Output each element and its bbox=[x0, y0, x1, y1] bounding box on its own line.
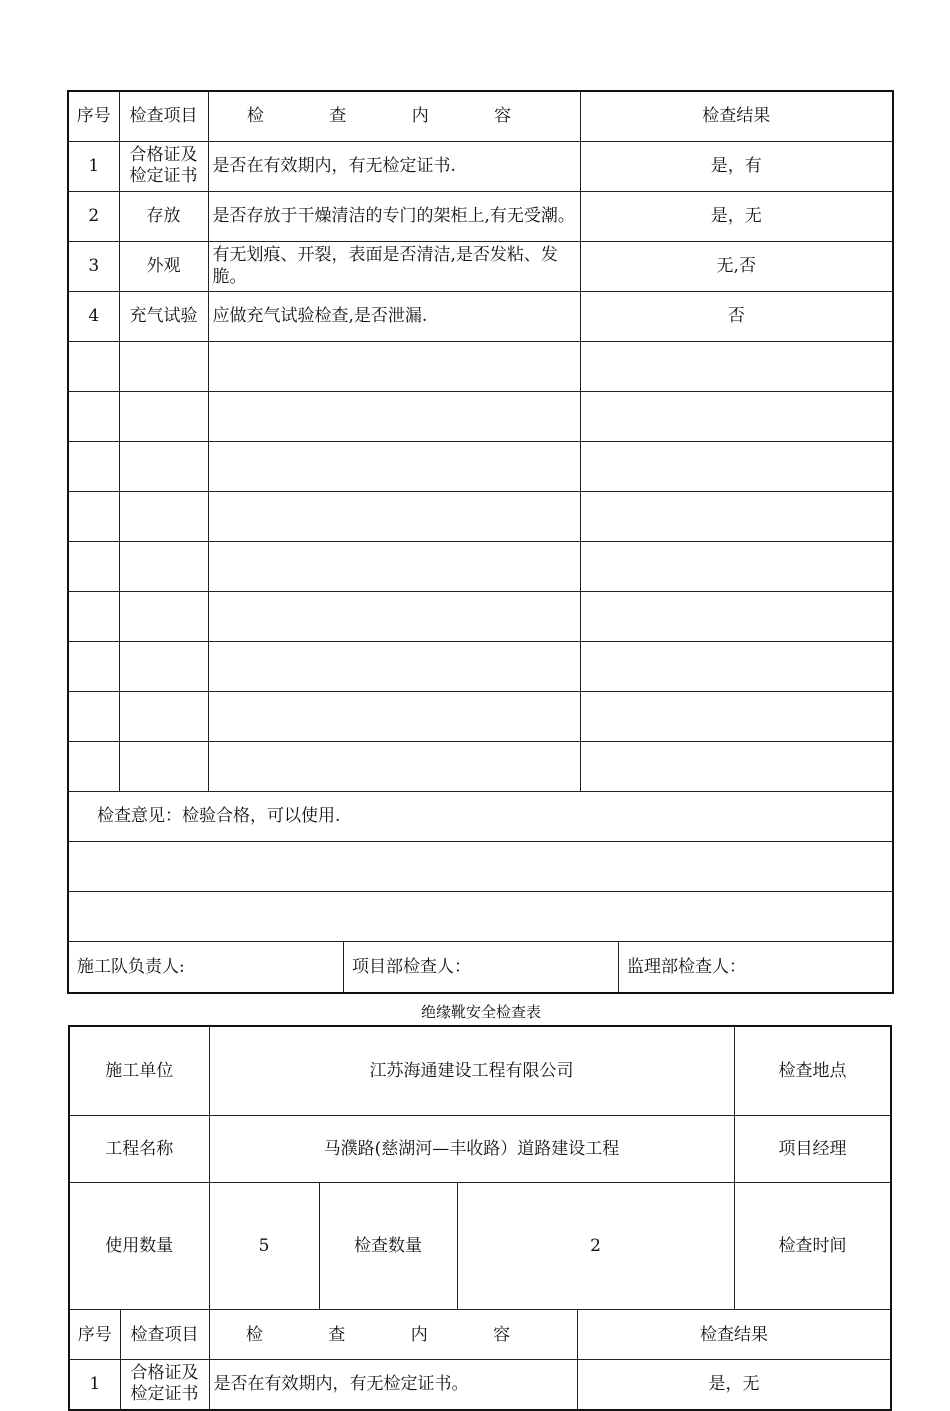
empty-row bbox=[68, 491, 893, 541]
empty-cell bbox=[208, 541, 580, 591]
row-content: 是否在有效期内，有无检定证书。 bbox=[209, 1360, 577, 1410]
empty-row bbox=[68, 541, 893, 591]
row-result: 是，无 bbox=[577, 1360, 891, 1410]
project-inspector-signature: 项目部检查人： bbox=[344, 942, 619, 992]
empty-cell bbox=[580, 541, 893, 591]
empty-cell bbox=[208, 441, 580, 491]
table-row bbox=[68, 141, 893, 191]
empty-row bbox=[68, 391, 893, 441]
empty-cell bbox=[119, 341, 208, 391]
empty-cell bbox=[208, 691, 580, 741]
use-qty-value: 5 bbox=[209, 1183, 319, 1310]
row-content: 应做充气试验检查,是否泄漏. bbox=[208, 291, 580, 341]
location-label: 检查地点 bbox=[734, 1026, 891, 1116]
header-result: 检查结果 bbox=[580, 91, 893, 141]
table-row bbox=[68, 191, 893, 241]
check-qty-value: 2 bbox=[457, 1183, 734, 1310]
header-item: 检查项目 bbox=[119, 91, 208, 141]
empty-row bbox=[68, 441, 893, 491]
signature-row bbox=[68, 941, 893, 993]
empty-cell bbox=[119, 441, 208, 491]
blank-row bbox=[68, 841, 893, 891]
header-seq: 序号 bbox=[68, 91, 119, 141]
use-qty-label: 使用数量 bbox=[69, 1183, 209, 1310]
table-row bbox=[68, 291, 893, 341]
empty-cell bbox=[119, 541, 208, 591]
empty-row bbox=[68, 741, 893, 791]
header-row bbox=[69, 1310, 891, 1360]
table-row bbox=[68, 241, 893, 291]
row-content: 有无划痕、开裂，表面是否清洁,是否发粘、发脆。 bbox=[208, 241, 580, 291]
project-label: 工程名称 bbox=[69, 1116, 209, 1183]
empty-cell bbox=[119, 641, 208, 691]
blank-row bbox=[68, 891, 893, 941]
table-row bbox=[69, 1360, 891, 1410]
blank-cell bbox=[68, 841, 893, 891]
empty-cell bbox=[68, 591, 119, 641]
empty-cell bbox=[119, 591, 208, 641]
empty-cell bbox=[119, 741, 208, 791]
empty-cell bbox=[119, 491, 208, 541]
info-row-unit bbox=[69, 1026, 891, 1116]
empty-cell bbox=[68, 391, 119, 441]
empty-cell bbox=[580, 341, 893, 391]
info-row-quantity bbox=[69, 1183, 891, 1310]
row-result: 是，无 bbox=[580, 191, 893, 241]
empty-cell bbox=[208, 491, 580, 541]
signature-container bbox=[68, 941, 893, 993]
empty-cell bbox=[208, 641, 580, 691]
sheet-title: 绝缘靴安全检查表 bbox=[420, 1003, 541, 1021]
row-seq: 4 bbox=[68, 291, 119, 341]
row-item: 外观 bbox=[119, 241, 208, 291]
row-seq: 2 bbox=[68, 191, 119, 241]
row-item: 存放 bbox=[119, 191, 208, 241]
project-value: 马濮路(慈湖河—丰收路）道路建设工程 bbox=[209, 1116, 734, 1183]
empty-row bbox=[68, 691, 893, 741]
row-seq: 3 bbox=[68, 241, 119, 291]
header-row bbox=[68, 91, 893, 141]
opinion-row bbox=[68, 791, 893, 841]
empty-cell bbox=[208, 741, 580, 791]
empty-cell bbox=[68, 341, 119, 391]
header-content: 检 查 内 容 bbox=[209, 1310, 577, 1360]
empty-cell bbox=[208, 591, 580, 641]
empty-cell bbox=[580, 591, 893, 641]
unit-value: 江苏海通建设工程有限公司 bbox=[209, 1026, 734, 1116]
row-item: 合格证及检定证书 bbox=[120, 1360, 209, 1410]
empty-row bbox=[68, 641, 893, 691]
info-row-project bbox=[69, 1116, 891, 1183]
row-result: 是，有 bbox=[580, 141, 893, 191]
row-content: 是否在有效期内，有无检定证书. bbox=[208, 141, 580, 191]
empty-cell bbox=[68, 641, 119, 691]
team-leader-signature: 施工队负责人: bbox=[69, 942, 344, 992]
row-result: 无,否 bbox=[580, 241, 893, 291]
empty-cell bbox=[208, 391, 580, 441]
inspection-table-1 bbox=[67, 90, 894, 994]
header-item: 检查项目 bbox=[120, 1310, 209, 1360]
header-seq: 序号 bbox=[69, 1310, 120, 1360]
row-seq: 1 bbox=[69, 1360, 120, 1410]
row-item: 合格证及检定证书 bbox=[119, 141, 208, 191]
row-seq: 1 bbox=[68, 141, 119, 191]
empty-cell bbox=[580, 641, 893, 691]
time-label: 检查时间 bbox=[734, 1183, 891, 1310]
empty-cell bbox=[580, 391, 893, 441]
empty-cell bbox=[580, 441, 893, 491]
row-result: 否 bbox=[580, 291, 893, 341]
row-content: 是否存放于干燥清洁的专门的架柜上,有无受潮。 bbox=[208, 191, 580, 241]
check-qty-label: 检查数量 bbox=[319, 1183, 457, 1310]
unit-label: 施工单位 bbox=[69, 1026, 209, 1116]
blank-cell bbox=[68, 891, 893, 941]
empty-cell bbox=[119, 391, 208, 441]
inspection-table-2 bbox=[68, 1025, 892, 1411]
empty-row bbox=[68, 341, 893, 391]
empty-cell bbox=[68, 491, 119, 541]
supervisor-inspector-signature: 监理部检查人： bbox=[627, 956, 746, 977]
empty-cell bbox=[68, 441, 119, 491]
header-result: 检查结果 bbox=[577, 1310, 891, 1360]
empty-cell bbox=[68, 691, 119, 741]
empty-cell bbox=[580, 741, 893, 791]
header-content: 检 查 内 容 bbox=[208, 91, 580, 141]
empty-cell bbox=[68, 541, 119, 591]
inspection-opinion: 检查意见：检验合格，可以使用. bbox=[68, 791, 893, 841]
empty-cell bbox=[119, 691, 208, 741]
empty-row bbox=[68, 591, 893, 641]
empty-cell bbox=[68, 741, 119, 791]
empty-cell bbox=[580, 691, 893, 741]
manager-label: 项目经理 bbox=[734, 1116, 891, 1183]
row-item: 充气试验 bbox=[119, 291, 208, 341]
empty-cell bbox=[580, 491, 893, 541]
empty-cell bbox=[208, 341, 580, 391]
